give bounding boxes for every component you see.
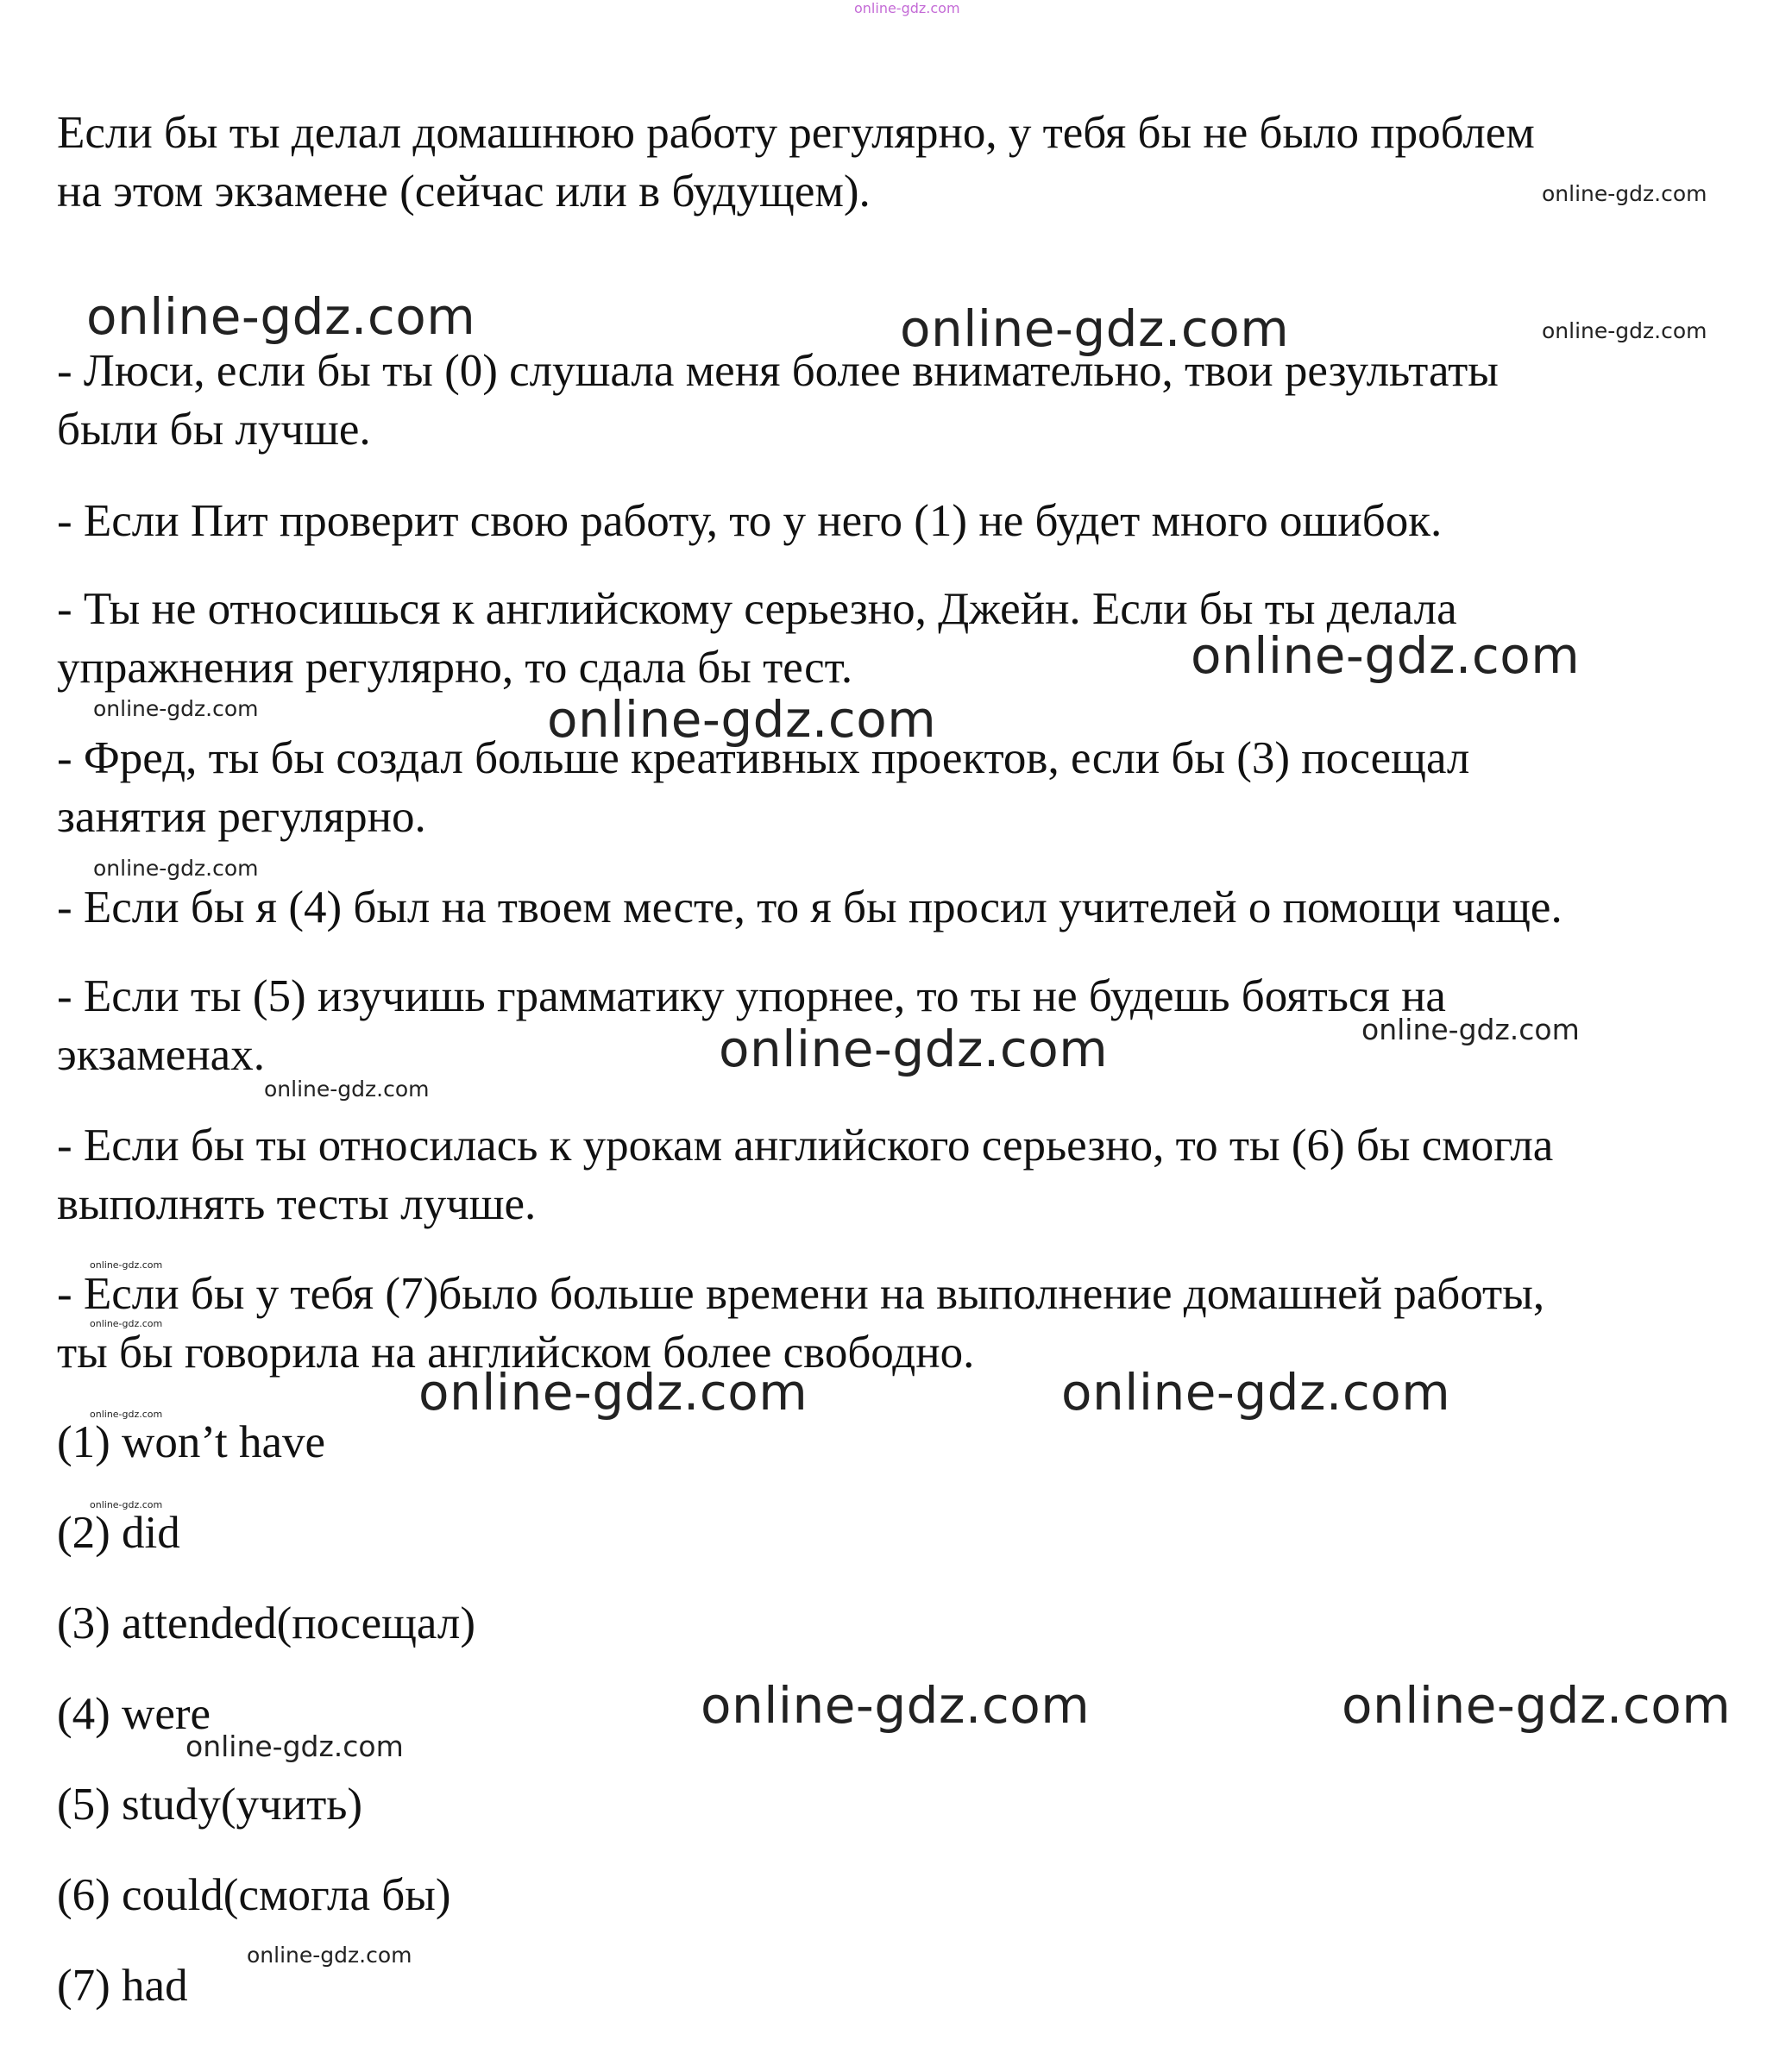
watermark: online-gdz.com: [247, 1943, 412, 1968]
watermark: online-gdz.com: [900, 299, 1290, 358]
sentence-7-line-2: ты бы говорила на английском более свободно.: [57, 1328, 975, 1378]
watermark: online-gdz.com: [90, 1259, 163, 1271]
sentence-4-line-1: - Если бы я (4) был на твоем месте, то я бы просил учителей о помощи чаще.: [57, 882, 1562, 932]
watermark: online-gdz.com: [1342, 1676, 1732, 1735]
watermark: online-gdz.com: [418, 1363, 808, 1422]
answer-2: (2) did: [57, 1508, 180, 1558]
sentence-0-line-2: были бы лучше.: [57, 405, 371, 455]
answer-6: (6) could(смогла бы): [57, 1870, 451, 1920]
sentence-3-line-2: занятия регулярно.: [57, 792, 426, 842]
watermark: online-gdz.com: [547, 690, 937, 749]
watermark: online-gdz.com: [1542, 318, 1707, 343]
watermark: online-gdz.com: [90, 1318, 163, 1329]
watermark: online-gdz.com: [90, 1409, 163, 1420]
answer-1: (1) won’t have: [57, 1417, 326, 1467]
watermark: online-gdz.com: [1061, 1363, 1451, 1422]
sentence-0-line-1: - Люси, если бы ты (0) слушала меня более внимательно, твои результаты: [57, 346, 1499, 396]
intro-line-2: на этом экзамене (сейчас или в будущем).: [57, 166, 871, 217]
sentence-5-line-2: экзаменах.: [57, 1030, 265, 1080]
sentence-6-line-1: - Если бы ты относилась к урокам английского серьезно, то ты (6) бы смогла: [57, 1121, 1554, 1171]
watermark: online-gdz.com: [1191, 626, 1581, 685]
sentence-7-line-1: - Если бы у тебя (7)было больше времени на выполнение домашней работы,: [57, 1269, 1545, 1319]
answer-7: (7) had: [57, 1961, 188, 2011]
answer-3: (3) attended(посещал): [57, 1598, 475, 1648]
sentence-1-line-1: - Если Пит проверит свою работу, то у него (1) не будет много ошибок.: [57, 496, 1443, 546]
watermark: online-gdz.com: [1361, 1013, 1580, 1046]
answer-4: (4) were: [57, 1689, 211, 1739]
sentence-2-line-2: упражнения регулярно, то сдала бы тест.: [57, 643, 853, 693]
watermark: online-gdz.com: [264, 1077, 430, 1102]
sentence-2-line-1: - Ты не относишься к английскому серьезно, Джейн. Если бы ты делала: [57, 584, 1457, 634]
watermark: online-gdz.com: [86, 287, 476, 346]
intro-line-1: Если бы ты делал домашнюю работу регулярно, у тебя бы не было проблем: [57, 108, 1535, 158]
answer-5: (5) study(учить): [57, 1780, 363, 1830]
watermark: online-gdz.com: [719, 1020, 1109, 1078]
watermark: online-gdz.com: [90, 1499, 163, 1510]
watermark: online-gdz.com: [93, 696, 259, 721]
watermark: online-gdz.com: [701, 1676, 1091, 1735]
sentence-3-line-1: - Фред, ты бы создал больше креативных проектов, если бы (3) посещал: [57, 733, 1470, 783]
watermark: online-gdz.com: [185, 1730, 404, 1763]
sentence-6-line-2: выполнять тесты лучше.: [57, 1179, 537, 1229]
top-watermark: online-gdz.com: [854, 0, 960, 16]
watermark: online-gdz.com: [93, 856, 259, 881]
sentence-5-line-1: - Если ты (5) изучишь грамматику упорнее, то ты не будешь бояться на: [57, 971, 1446, 1021]
watermark: online-gdz.com: [1542, 181, 1707, 206]
